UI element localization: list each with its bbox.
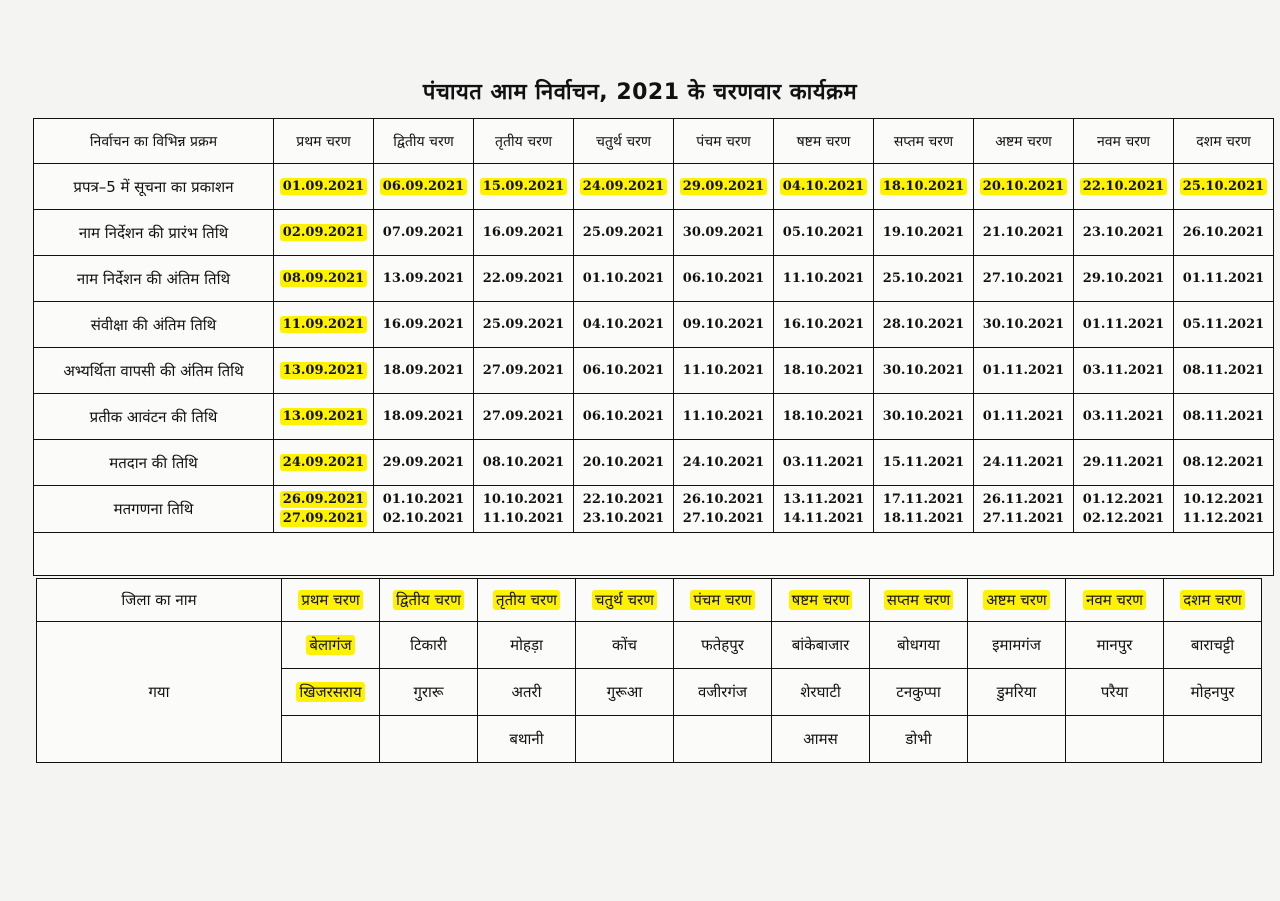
date-cell: 26.09.2021 27.09.2021 — [274, 486, 374, 533]
blank-cell — [34, 533, 1274, 576]
date-cell: 25.10.2021 — [1174, 164, 1274, 210]
schedule-header-row — [34, 119, 1274, 164]
phase-header: पंचम चरण — [674, 119, 774, 164]
date-cell: 11.09.2021 — [274, 302, 374, 348]
phase-header: पंचम चरण — [674, 579, 772, 622]
date-cell: 15.09.2021 — [474, 164, 574, 210]
date-cell: 24.09.2021 — [574, 164, 674, 210]
table-row — [34, 256, 1274, 302]
date-cell: 15.11.2021 — [874, 440, 974, 486]
block-cell: अतरी — [478, 669, 576, 716]
date-cell: 22.10.2021 23.10.2021 — [574, 486, 674, 533]
date-cell: 19.10.2021 — [874, 210, 974, 256]
date-cell: 01.11.2021 — [1174, 256, 1274, 302]
date-cell: 11.10.2021 — [674, 394, 774, 440]
date-cell: 07.09.2021 — [374, 210, 474, 256]
date-cell: 29.10.2021 — [1074, 256, 1174, 302]
district-table — [36, 578, 1262, 763]
schedule-header-label: निर्वाचन का विभिन्न प्रक्रम — [34, 119, 274, 164]
phase-header: षष्टम चरण — [774, 119, 874, 164]
phase-header: अष्टम चरण — [974, 119, 1074, 164]
stage-label: मतदान की तिथि — [34, 440, 274, 486]
block-cell: टिकारी — [380, 622, 478, 669]
block-cell — [1164, 716, 1262, 763]
date-cell: 06.10.2021 — [574, 348, 674, 394]
block-cell — [282, 716, 380, 763]
block-cell — [674, 716, 772, 763]
block-cell: परैया — [1066, 669, 1164, 716]
date-cell: 06.09.2021 — [374, 164, 474, 210]
date-cell: 13.09.2021 — [374, 256, 474, 302]
date-cell: 24.11.2021 — [974, 440, 1074, 486]
district-header-label: जिला का नाम — [37, 579, 282, 622]
date-cell: 11.10.2021 — [674, 348, 774, 394]
date-cell: 30.10.2021 — [874, 394, 974, 440]
date-cell: 13.09.2021 — [274, 348, 374, 394]
phase-header: दशम चरण — [1174, 119, 1274, 164]
block-cell: इमामगंज — [968, 622, 1066, 669]
table-row — [34, 164, 1274, 210]
date-cell: 29.09.2021 — [374, 440, 474, 486]
block-cell: खिजरसराय — [282, 669, 380, 716]
stage-label: प्रपत्र–5 में सूचना का प्रकाशन — [34, 164, 274, 210]
date-cell: 27.10.2021 — [974, 256, 1074, 302]
date-cell: 01.10.2021 02.10.2021 — [374, 486, 474, 533]
phase-header: तृतीय चरण — [478, 579, 576, 622]
block-cell: फतेहपुर — [674, 622, 772, 669]
block-cell — [1066, 716, 1164, 763]
block-cell: बोधगया — [870, 622, 968, 669]
date-cell: 03.11.2021 — [1074, 348, 1174, 394]
phase-header: दशम चरण — [1164, 579, 1262, 622]
date-cell: 20.10.2021 — [574, 440, 674, 486]
date-cell: 02.09.2021 — [274, 210, 374, 256]
date-cell: 08.10.2021 — [474, 440, 574, 486]
table-row — [34, 486, 1274, 533]
table-row — [34, 440, 1274, 486]
stage-label: प्रतीक आवंटन की तिथि — [34, 394, 274, 440]
date-cell: 23.10.2021 — [1074, 210, 1174, 256]
page-title: पंचायत आम निर्वाचन, 2021 के चरणवार कार्यक्रम — [422, 80, 858, 105]
block-cell — [380, 716, 478, 763]
date-cell: 11.10.2021 — [774, 256, 874, 302]
table-row — [34, 302, 1274, 348]
table-row — [34, 348, 1274, 394]
date-cell: 10.10.2021 11.10.2021 — [474, 486, 574, 533]
district-header-row — [37, 579, 1262, 622]
date-cell: 13.11.2021 14.11.2021 — [774, 486, 874, 533]
block-cell: मोहनपुर — [1164, 669, 1262, 716]
date-cell: 09.10.2021 — [674, 302, 774, 348]
block-cell: बेलागंज — [282, 622, 380, 669]
date-cell: 29.11.2021 — [1074, 440, 1174, 486]
phase-header: प्रथम चरण — [282, 579, 380, 622]
date-cell: 24.09.2021 — [274, 440, 374, 486]
blank-row — [34, 533, 1274, 576]
date-cell: 16.09.2021 — [374, 302, 474, 348]
block-cell: गुरूआ — [576, 669, 674, 716]
date-cell: 26.10.2021 27.10.2021 — [674, 486, 774, 533]
date-cell: 25.09.2021 — [574, 210, 674, 256]
stage-label: मतगणना तिथि — [34, 486, 274, 533]
phase-header: चतुर्थ चरण — [576, 579, 674, 622]
date-cell: 24.10.2021 — [674, 440, 774, 486]
phase-header: सप्तम चरण — [870, 579, 968, 622]
date-cell: 08.11.2021 — [1174, 348, 1274, 394]
block-cell: डुमरिया — [968, 669, 1066, 716]
date-cell: 04.10.2021 — [774, 164, 874, 210]
block-cell — [576, 716, 674, 763]
block-cell: गुरारू — [380, 669, 478, 716]
date-cell: 18.09.2021 — [374, 348, 474, 394]
date-cell: 25.10.2021 — [874, 256, 974, 302]
date-cell: 27.09.2021 — [474, 348, 574, 394]
date-cell: 18.10.2021 — [874, 164, 974, 210]
date-cell: 18.10.2021 — [774, 348, 874, 394]
date-cell: 18.10.2021 — [774, 394, 874, 440]
phase-header: नवम चरण — [1066, 579, 1164, 622]
phase-header: तृतीय चरण — [474, 119, 574, 164]
date-cell: 22.10.2021 — [1074, 164, 1174, 210]
date-cell: 16.09.2021 — [474, 210, 574, 256]
block-cell: कोंच — [576, 622, 674, 669]
block-cell: टनकुप्पा — [870, 669, 968, 716]
date-cell: 01.10.2021 — [574, 256, 674, 302]
date-cell: 03.11.2021 — [1074, 394, 1174, 440]
date-cell: 28.10.2021 — [874, 302, 974, 348]
date-cell: 10.12.2021 11.12.2021 — [1174, 486, 1274, 533]
date-cell: 01.12.2021 02.12.2021 — [1074, 486, 1174, 533]
date-cell: 30.10.2021 — [974, 302, 1074, 348]
table-row — [34, 394, 1274, 440]
date-cell: 05.11.2021 — [1174, 302, 1274, 348]
date-cell: 26.10.2021 — [1174, 210, 1274, 256]
block-cell: डोभी — [870, 716, 968, 763]
date-cell: 06.10.2021 — [674, 256, 774, 302]
date-cell: 17.11.2021 18.11.2021 — [874, 486, 974, 533]
block-cell: बांकेबाजार — [772, 622, 870, 669]
date-cell: 18.09.2021 — [374, 394, 474, 440]
block-cell: वजीरगंज — [674, 669, 772, 716]
block-cell: मोहड़ा — [478, 622, 576, 669]
phase-header: द्वितीय चरण — [374, 119, 474, 164]
stage-label: संवीक्षा की अंतिम तिथि — [34, 302, 274, 348]
table-row — [37, 622, 1262, 669]
date-cell: 30.09.2021 — [674, 210, 774, 256]
date-cell: 01.11.2021 — [974, 348, 1074, 394]
date-cell: 04.10.2021 — [574, 302, 674, 348]
date-cell: 01.11.2021 — [1074, 302, 1174, 348]
phase-header: अष्टम चरण — [968, 579, 1066, 622]
block-cell: आमस — [772, 716, 870, 763]
date-cell: 20.10.2021 — [974, 164, 1074, 210]
date-cell: 01.11.2021 — [974, 394, 1074, 440]
date-cell: 13.09.2021 — [274, 394, 374, 440]
table-row — [34, 210, 1274, 256]
date-cell: 08.11.2021 — [1174, 394, 1274, 440]
block-cell: शेरघाटी — [772, 669, 870, 716]
phase-header: नवम चरण — [1074, 119, 1174, 164]
date-cell: 03.11.2021 — [774, 440, 874, 486]
phase-header: षष्टम चरण — [772, 579, 870, 622]
district-name: गया — [37, 622, 282, 763]
phase-header: सप्तम चरण — [874, 119, 974, 164]
block-cell: बाराचट्टी — [1164, 622, 1262, 669]
date-cell: 26.11.2021 27.11.2021 — [974, 486, 1074, 533]
date-cell: 06.10.2021 — [574, 394, 674, 440]
block-cell: मानपुर — [1066, 622, 1164, 669]
block-cell: बथानी — [478, 716, 576, 763]
phase-header: प्रथम चरण — [274, 119, 374, 164]
date-cell: 21.10.2021 — [974, 210, 1074, 256]
date-cell: 27.09.2021 — [474, 394, 574, 440]
stage-label: नाम निर्देशन की अंतिम तिथि — [34, 256, 274, 302]
date-cell: 08.12.2021 — [1174, 440, 1274, 486]
stage-label: नाम निर्देशन की प्रारंभ तिथि — [34, 210, 274, 256]
stage-label: अभ्यर्थिता वापसी की अंतिम तिथि — [34, 348, 274, 394]
date-cell: 16.10.2021 — [774, 302, 874, 348]
date-cell: 25.09.2021 — [474, 302, 574, 348]
date-cell: 01.09.2021 — [274, 164, 374, 210]
date-cell: 08.09.2021 — [274, 256, 374, 302]
phase-header: द्वितीय चरण — [380, 579, 478, 622]
block-cell — [968, 716, 1066, 763]
date-cell: 30.10.2021 — [874, 348, 974, 394]
date-cell: 29.09.2021 — [674, 164, 774, 210]
phase-header: चतुर्थ चरण — [574, 119, 674, 164]
date-cell: 22.09.2021 — [474, 256, 574, 302]
date-cell: 05.10.2021 — [774, 210, 874, 256]
schedule-table — [33, 118, 1274, 576]
